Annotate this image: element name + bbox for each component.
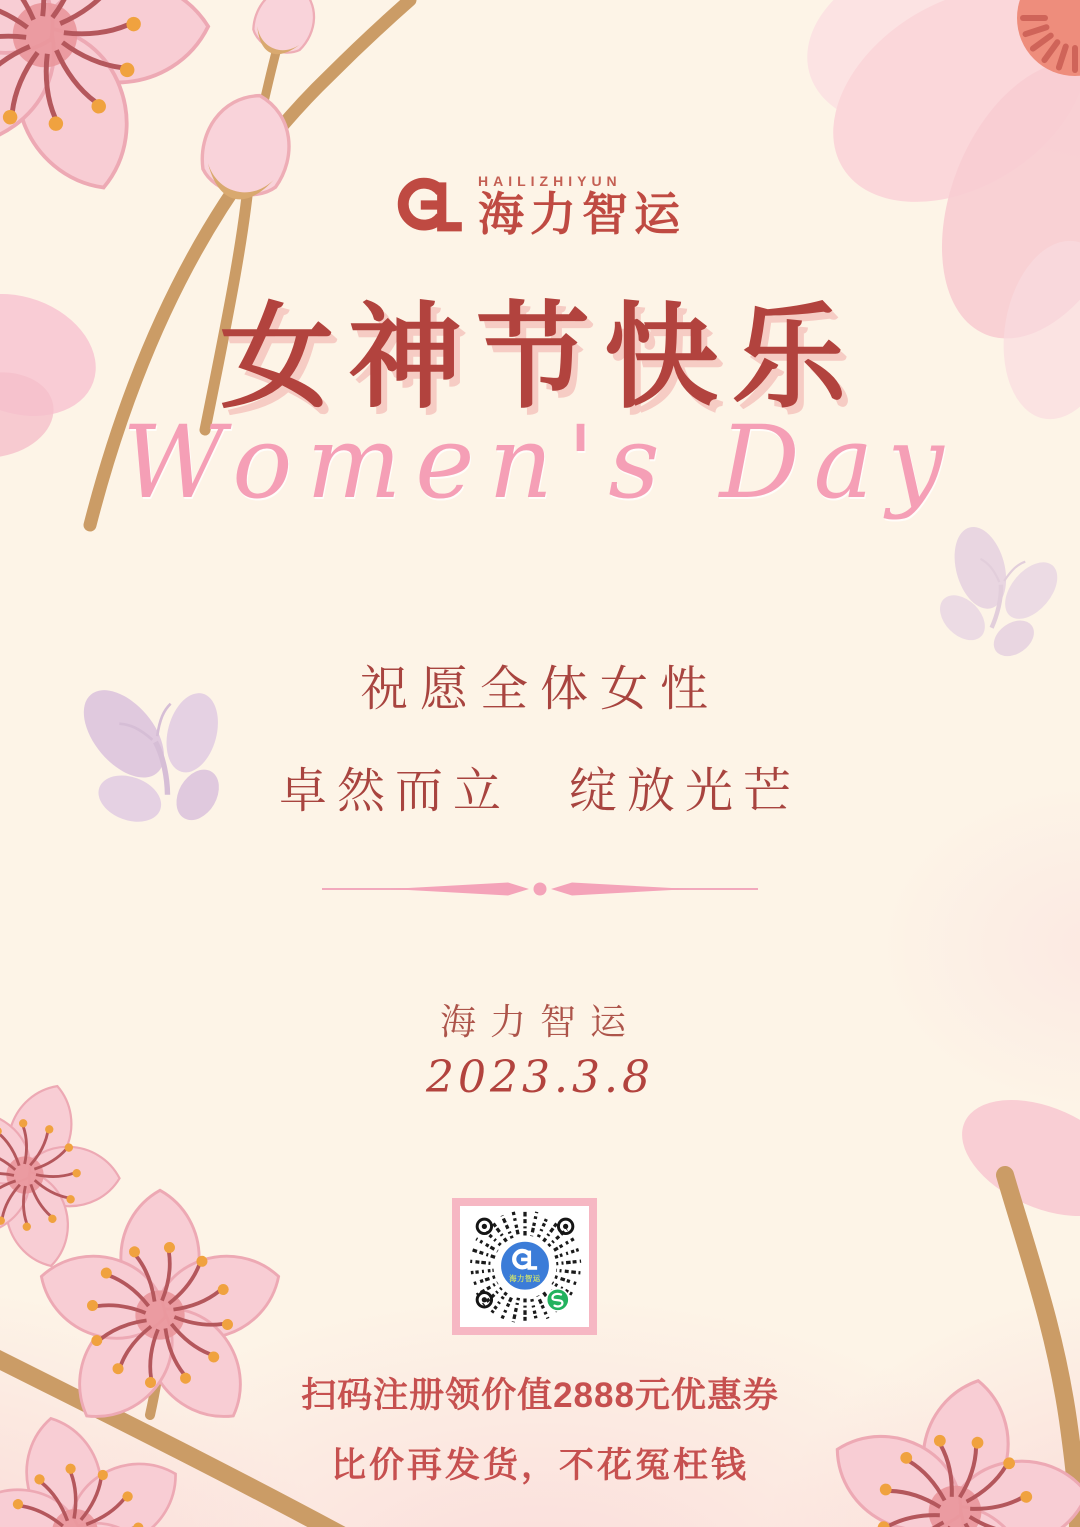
brand-logo [0,166,1080,244]
brand-cn-name: 海力智运 [478,188,686,240]
wish-line-1: 祝愿全体女性 [359,661,720,717]
hl-monogram-icon [394,166,466,244]
floral-divider-icon [320,876,760,902]
footer-promo-line-2: 比价再发货，不花冤枉钱 [330,1446,749,1485]
footer-promo-line-1: 扫码注册领价值2888元优惠券 [301,1376,779,1415]
brand-logo-text [478,173,686,240]
poster-subtitle-script: Women's Day [122,404,958,521]
qr-code-graphic [466,1208,584,1326]
signature-company: 海力智运 [439,1002,640,1043]
poster-date: 2023.3.8 [426,1052,654,1103]
qr-center-text: 海力智运 [508,1273,541,1283]
wechat-miniprogram-icon [546,1288,568,1310]
wish-line-2: 卓然而立 绽放光芒 [278,763,801,819]
poster-title: 女神节快乐 [219,290,860,424]
brand-latin-name: HAILIZHIYUN [478,173,622,189]
mini-program-qr-code [452,1198,597,1335]
